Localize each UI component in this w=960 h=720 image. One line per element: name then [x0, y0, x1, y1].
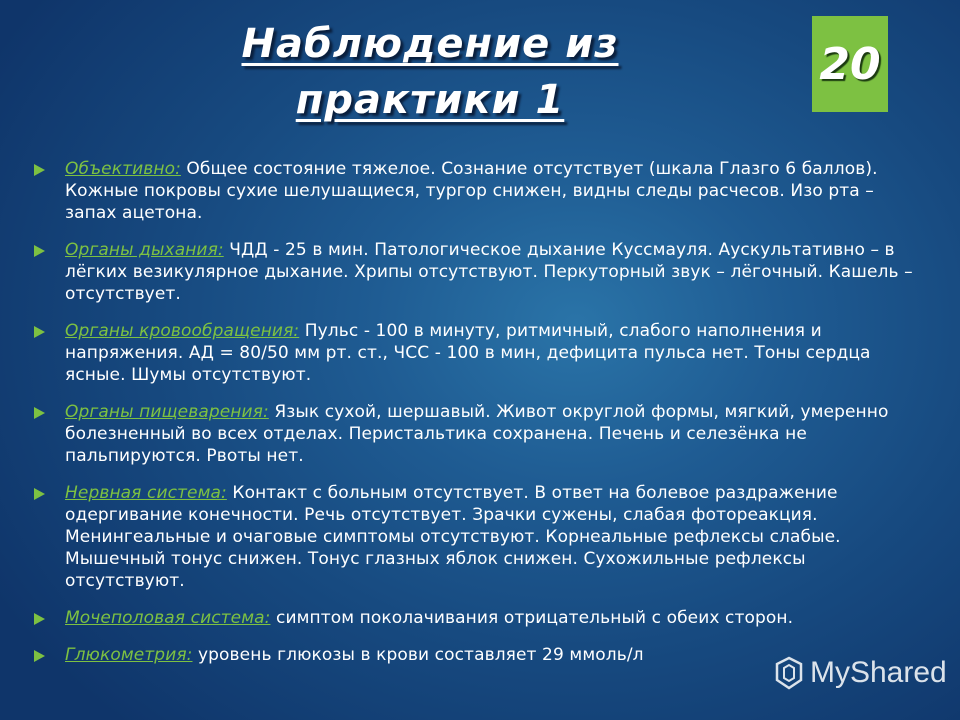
item-text: симптом поколачивания отрицательный с обеих сторон.: [270, 608, 794, 628]
item-label: Органы дыхания:: [65, 240, 224, 260]
observation-list: [34, 158, 924, 681]
item-text: ЧДД - 25 в мин. Патологическое дыхание Куссмауля. Аускультативно – в лёгких везикулярное дыхание. Хрипы отсутствуют. Перкуторный звук – лёгочный. Кашель – отсутствует.: [65, 240, 913, 304]
item-label: Нервная система:: [65, 483, 227, 503]
watermark: [774, 656, 947, 690]
bullet-arrow-icon: [34, 613, 45, 625]
list-item-digestive: [34, 401, 924, 467]
slide-number-badge: [812, 16, 888, 112]
item-text: Общее состояние тяжелое. Сознание отсутствует (шкала Глазго 6 баллов). Кожные покровы сухие шелушащиеся, тургор снижен, видны следы расчесов. Изо рта – запах ацетона.: [65, 159, 878, 223]
list-item-urogenital: [34, 607, 924, 629]
watermark-text: MyShared: [810, 656, 947, 689]
slide-title-line-2: практики 1: [295, 77, 565, 123]
list-item-respiratory: [34, 239, 924, 305]
bullet-arrow-icon: [34, 650, 45, 662]
item-text: уровень глюкозы в крови составляет 29 ммоль/л: [192, 645, 644, 665]
bullet-arrow-icon: [34, 488, 45, 500]
bullet-arrow-icon: [34, 326, 45, 338]
item-text: Язык сухой, шершавый. Живот округлой формы, мягкий, умеренно болезненный во всех отделах. Перистальтика сохранена. Печень и селезёнка не пальпируются. Рвоты нет.: [65, 402, 889, 466]
bullet-arrow-icon: [34, 407, 45, 419]
item-label: Органы кровообращения:: [65, 321, 300, 341]
slide-title-line-1: Наблюдение из: [241, 21, 619, 67]
mybook-logo-icon: [774, 656, 804, 690]
list-item-objective: [34, 158, 924, 224]
item-label: Объективно:: [65, 159, 181, 179]
bullet-arrow-icon: [34, 245, 45, 257]
item-text: Контакт с больным отсутствует. В ответ на болевое раздражение одергивание конечности. Речь отсутствует. Зрачки сужены, слабая фотореакция. Менингеальные и очаговые симптомы отсутствуют. Корнеальные рефлексы слабые. Мышечный тонус снижен. Тонус глазных яблок снижен. Сухожильные рефлексы отсутствуют.: [65, 483, 841, 591]
slide-number: 20: [819, 38, 881, 90]
bullet-arrow-icon: [34, 164, 45, 176]
list-item-nervous: [34, 482, 924, 592]
slide-title: [150, 16, 710, 128]
item-label: Глюкометрия:: [65, 645, 193, 665]
item-text: Пульс - 100 в минуту, ритмичный, слабого наполнения и напряжения. АД = 80/50 мм рт. ст., ЧСС - 100 в мин, дефицита пульса нет. Тоны сердца ясные. Шумы отсутствуют.: [65, 321, 871, 385]
item-label: Мочеполовая система:: [65, 608, 271, 628]
item-label: Органы пищеварения:: [65, 402, 269, 422]
list-item-circulatory: [34, 320, 924, 386]
